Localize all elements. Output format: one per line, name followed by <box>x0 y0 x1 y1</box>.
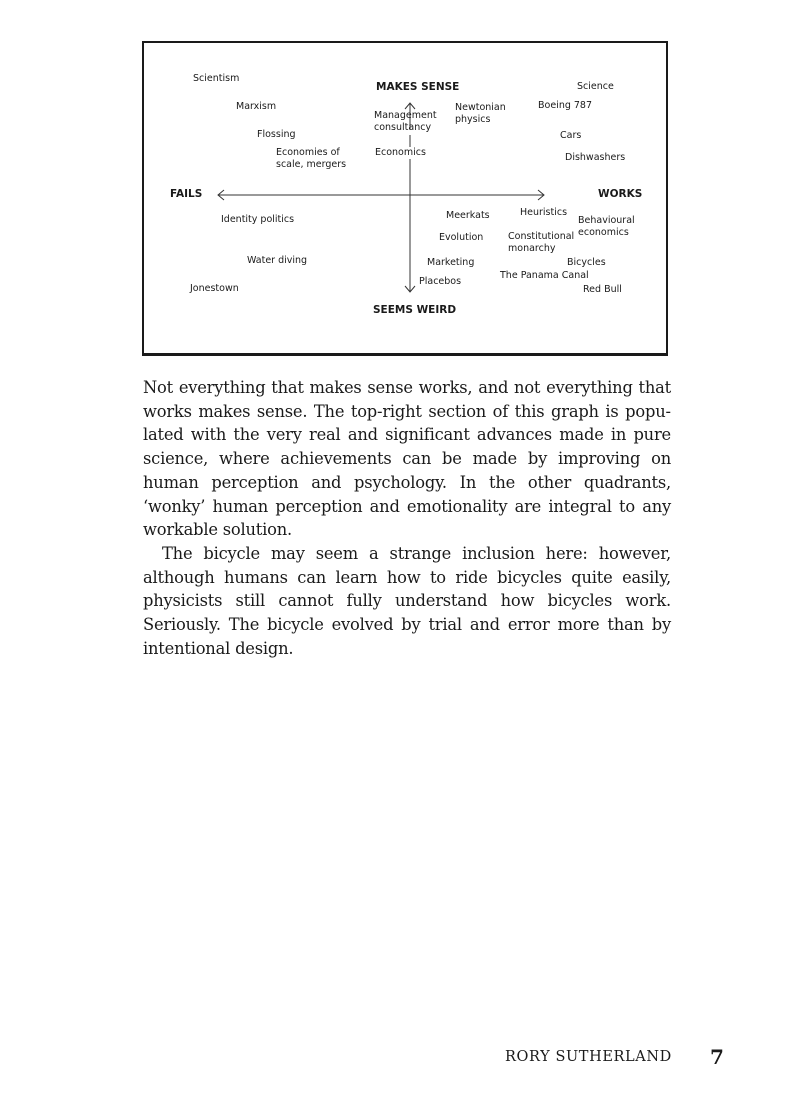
item-meerkats: Meerkats <box>446 210 490 221</box>
item-constitutional-line2: monarchy <box>508 243 556 254</box>
item-identity-politics: Identity politics <box>221 214 295 225</box>
item-newtonian-line2: physics <box>455 114 491 125</box>
item-placebos: Placebos <box>419 276 462 287</box>
item-bicycles: Bicycles <box>567 257 606 268</box>
item-jonestown: Jonestown <box>190 283 239 294</box>
axis-label-bottom: SEEMS WEIRD <box>373 304 457 316</box>
item-evolution: Evolution <box>439 232 484 243</box>
item-heuristics: Heuristics <box>520 207 568 218</box>
item-science: Science <box>577 81 614 92</box>
page-number: 7 <box>710 1045 724 1069</box>
axis-label-left: FAILS <box>170 188 203 200</box>
item-management-line1: Management <box>374 110 437 121</box>
item-scientism: Scientism <box>193 73 240 84</box>
item-dishwashers: Dishwashers <box>565 152 626 163</box>
item-constitutional-line1: Constitutional <box>508 231 575 242</box>
item-behavioural-line2: economics <box>578 227 629 238</box>
quadrant-diagram <box>142 41 668 356</box>
item-newtonian-line1: Newtonian <box>455 102 506 113</box>
item-water-diving: Water diving <box>247 255 308 266</box>
body-text <box>143 376 671 660</box>
item-economies-line1: Economies of <box>276 147 340 158</box>
item-flossing: Flossing <box>257 129 296 140</box>
item-cars: Cars <box>560 130 582 141</box>
paragraph-2: The bicycle may seem a strange inclusion here: however, although humans can learn how to ride bicycles quite easily, physicists still cannot fully understand how bicycles work. Seriously. The bicycle evolved by trial and error more than by intentional design. <box>143 543 671 658</box>
item-behavioural-line1: Behavioural <box>578 215 635 226</box>
item-marxism: Marxism <box>236 101 277 112</box>
axis-label-right: WORKS <box>598 188 643 200</box>
item-panama-canal: The Panama Canal <box>500 270 589 281</box>
item-marketing: Marketing <box>427 257 475 268</box>
axis-label-top: MAKES SENSE <box>376 81 460 93</box>
paragraph-1: Not everything that makes sense works, and not everything that works makes sense. The top-right section of this graph is populated with the very real and significant advances made in pure science, where achievements can be made by improving on human perception and psychology. In the other quadrants, ‘wonky’ human perception and emotionality are integral to any workable solution. <box>143 378 671 540</box>
item-economics: Economics <box>375 147 426 158</box>
item-boeing: Boeing 787 <box>538 100 593 111</box>
item-economies-line2: scale, mergers <box>276 159 347 170</box>
running-footer-author: RORY SUTHERLAND <box>505 1049 672 1065</box>
item-management-line2: consultancy <box>374 122 432 133</box>
item-red-bull: Red Bull <box>583 284 622 295</box>
